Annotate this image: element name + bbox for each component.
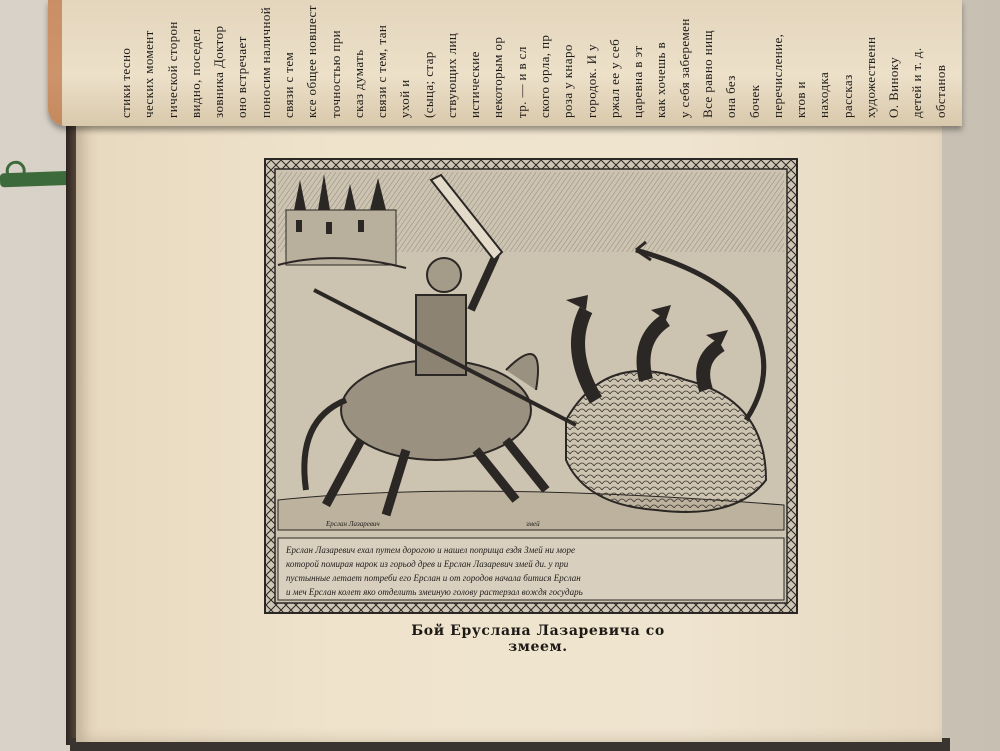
curled-page-line: перечисление, xyxy=(769,33,785,118)
curled-page-line: некоторым ор xyxy=(490,36,506,118)
curled-page-line: стики тесно xyxy=(118,47,133,118)
curled-page-line: у себя заберемен xyxy=(676,18,692,118)
curled-page-line: истические xyxy=(467,51,483,118)
plate-label-hero: Ерслан Лазаревич xyxy=(326,520,380,528)
inscription-line-3: пустынные летает потреби его Ерслан и от городов начала битися Ерслан xyxy=(286,573,581,583)
curled-page-line: Все равно нищ xyxy=(699,30,715,118)
curled-page-line: тр. — и в сл xyxy=(513,46,529,118)
curled-page-line: царевна в эт xyxy=(630,45,646,118)
curled-page-line: оно встречает xyxy=(234,36,250,118)
curled-page-line: точностью при xyxy=(327,30,343,118)
curled-page-line: зовника Доктор xyxy=(211,25,227,118)
curled-page-line: ржал ее у себ xyxy=(606,38,622,118)
curled-page-line: ческих момент xyxy=(141,30,157,118)
engraving-plate xyxy=(264,158,798,614)
curled-page xyxy=(48,0,962,126)
inscription-line-2: которой помирая нарок из горьод древ и Ерслан Лазаревич змей ди. у при xyxy=(286,559,569,569)
curled-page-line: ухой и xyxy=(397,79,413,118)
inscription-line-4: и меч Ерслан колет яко отделить змеиную голову растерзал вождя государь xyxy=(286,587,583,597)
curled-page-line: видно, поседел xyxy=(187,28,203,118)
curled-page-line: находка xyxy=(816,71,832,118)
curled-page-line: связи с тем, тан xyxy=(374,24,390,118)
curled-page-line: гической сторон xyxy=(164,21,180,118)
curled-page-line: роза у кнаро xyxy=(560,44,576,118)
curled-page-line: она без xyxy=(723,75,739,118)
curled-page-line: (сыца; стар xyxy=(420,51,436,118)
curled-page-line: ктов и xyxy=(793,81,809,118)
curled-page-line: бочек xyxy=(746,84,762,118)
curled-page-line: ксе общее новшест xyxy=(304,5,320,118)
curled-page-line: городок. И у xyxy=(583,43,599,118)
curled-page-line: детей и т. д. xyxy=(909,47,925,118)
curled-page-line: поносим наличной xyxy=(257,6,273,118)
curled-page-line: О. Виноку xyxy=(886,56,902,118)
plate-label-dragon: змей xyxy=(526,520,540,528)
engraving-image xyxy=(266,160,796,612)
curled-page-line: связи с тем xyxy=(280,51,296,118)
figure-caption: Бой Еруслана Лазаревича со змеем. xyxy=(411,623,665,655)
curled-page-line: ствующих лиц xyxy=(443,32,459,118)
curled-page-line: ского орла, пр xyxy=(537,34,552,118)
curled-page-line: обстанов xyxy=(932,64,948,118)
curled-page-line: как хочешь в xyxy=(653,41,669,118)
curled-page-line: сказ думать xyxy=(350,49,366,118)
curled-page-line: рассказ xyxy=(839,74,855,118)
curled-page-line: художественн xyxy=(862,36,878,118)
inscription-line-1: Ерслан Лазаревич ехал путем дорогою и нашел поприща ездя Змей ни море xyxy=(286,545,576,555)
